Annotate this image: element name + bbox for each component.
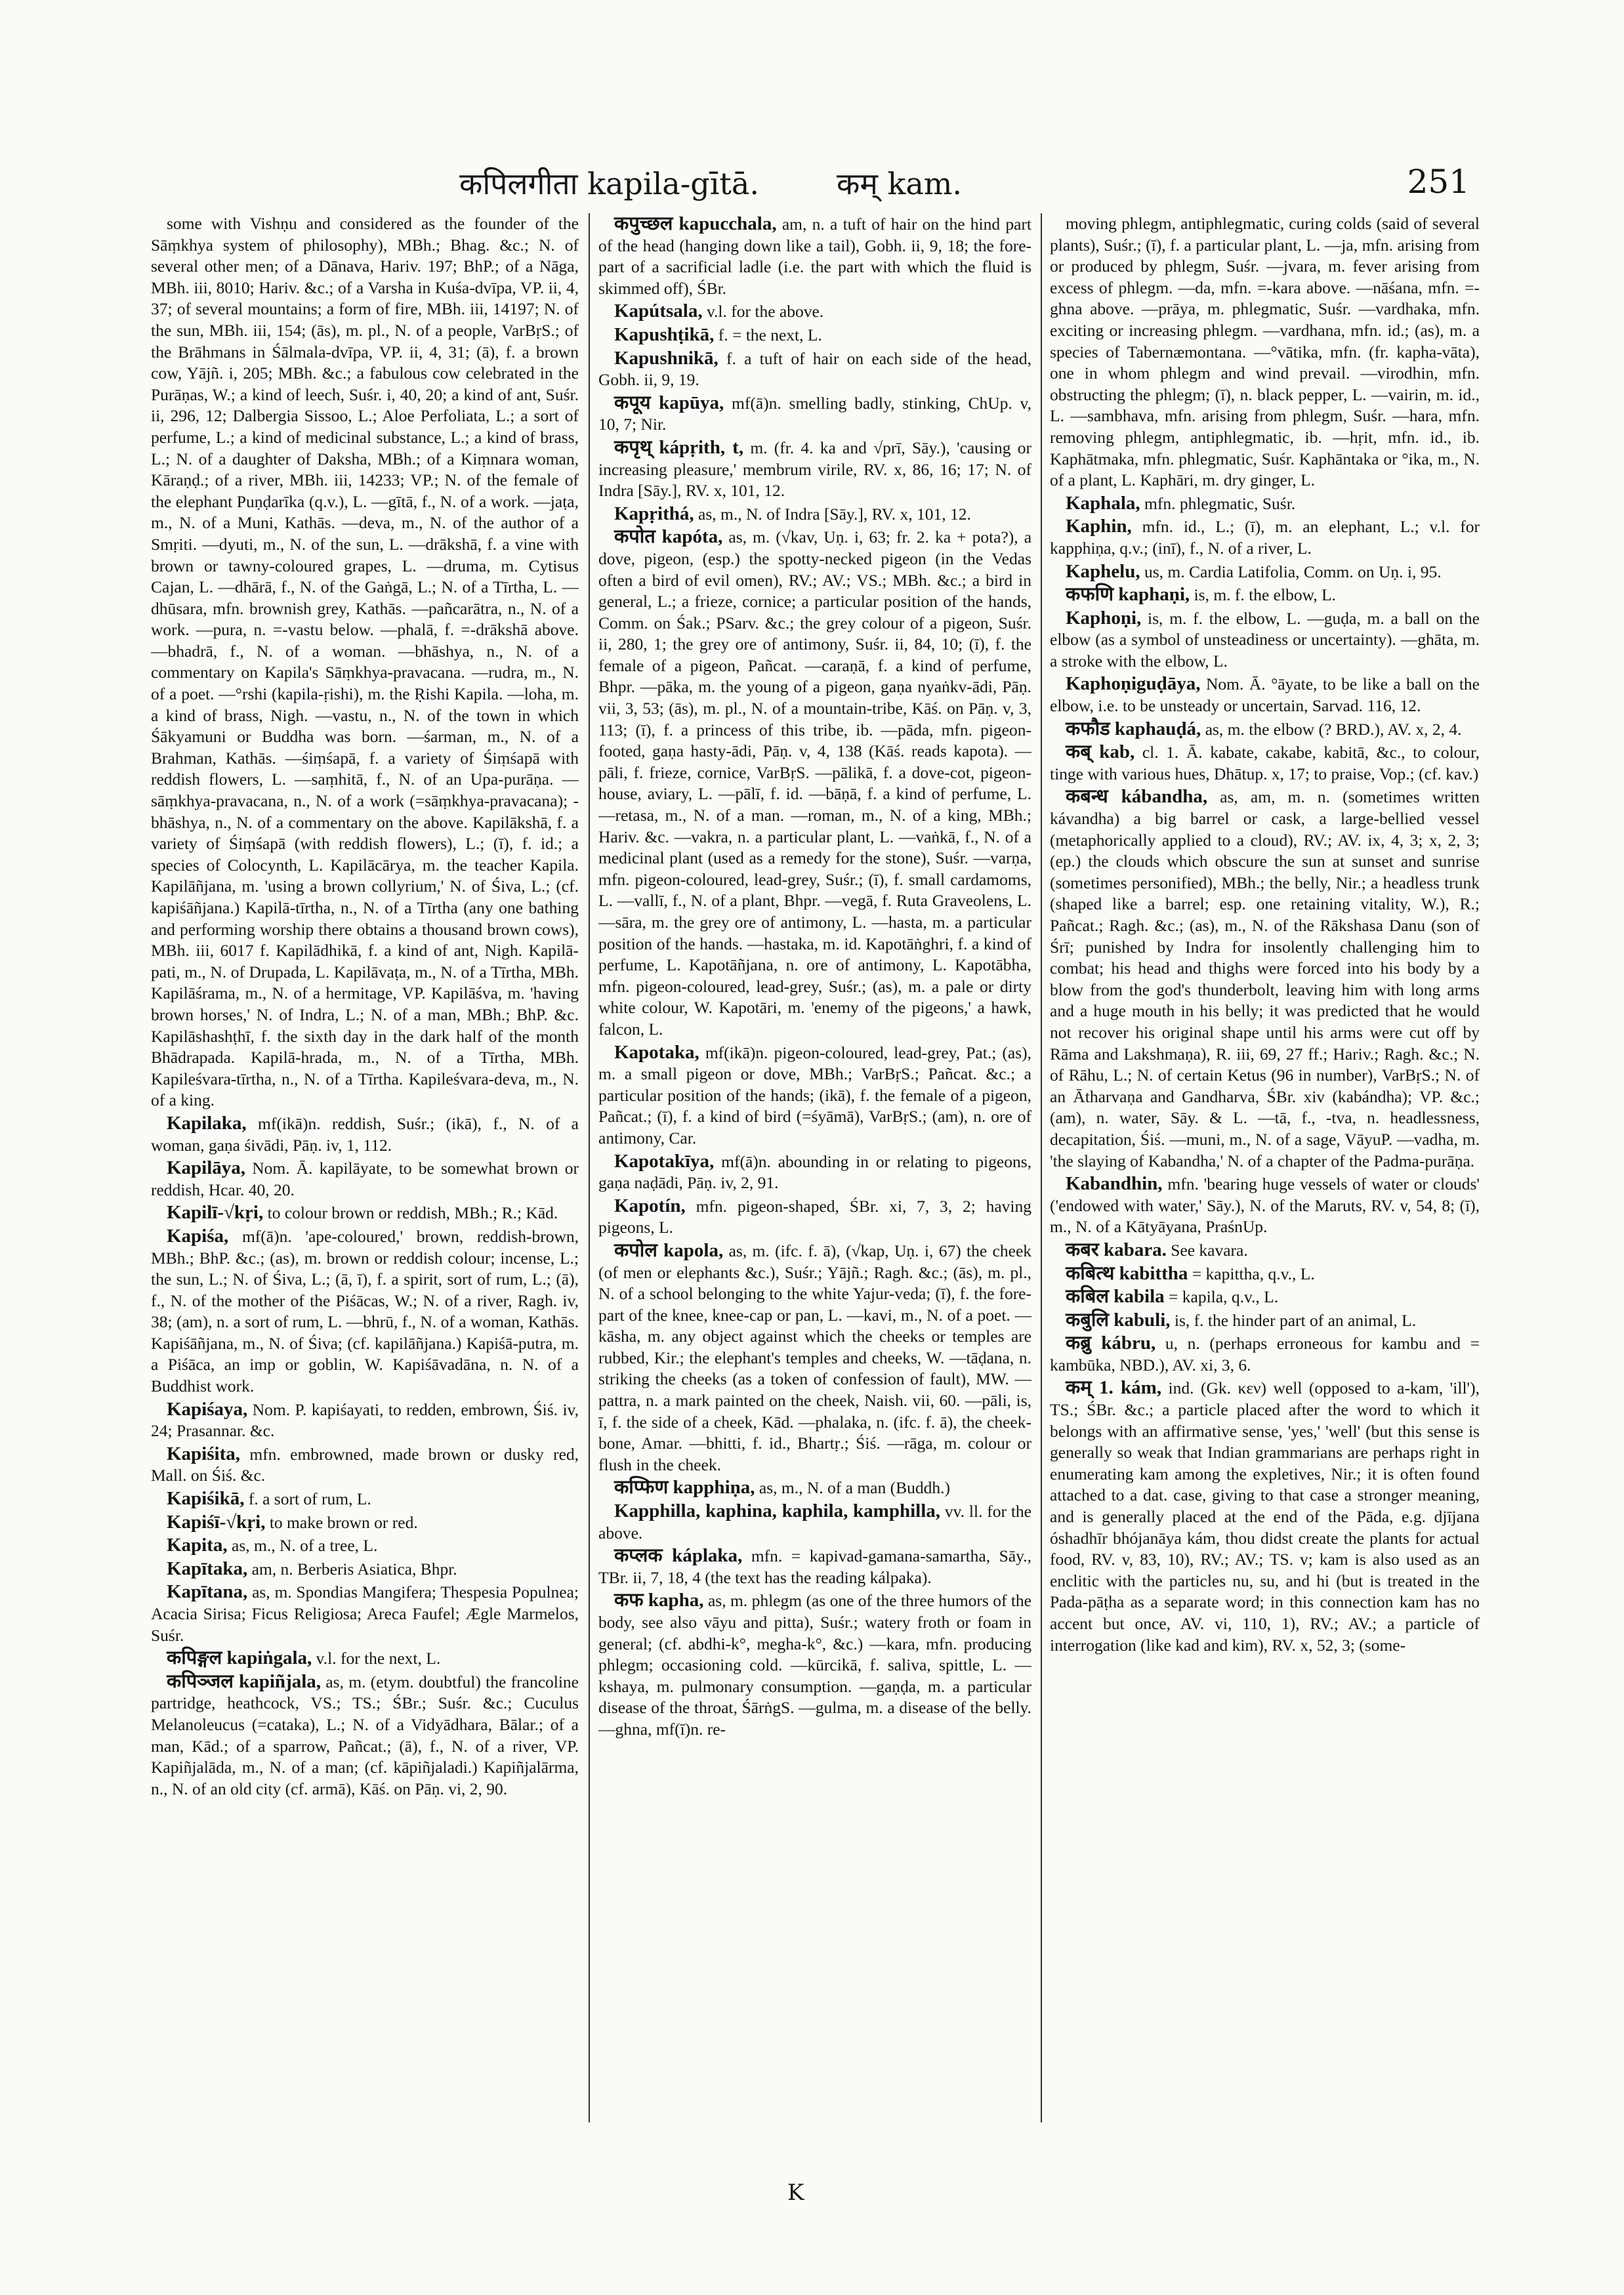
entry-definition: See kavara. (1171, 1240, 1248, 1260)
dictionary-entry (598, 348, 1031, 391)
entry-definition: as, am, m. n. (sometimes written kávandha) a big barrel or cask, a large-bellied vessel (metaphorically applied to a cloud), RV.; AV. ix, 4, 3; x, 2, 3; (ep.) the clouds which obscure the sun at sunset and sunrise (sometimes personified), MBh.; the belly, Nir.; a headless trunk (shaped like a barrel; esp. one retaining vitality, W.), R.; Pañcat.; Ragh. &c.; (as), m., N. of the Rākshasa Danu (son of Śrī; punished by Indra for insolently challenging him to combat; his head and thighs were forced into his body by a blow from the god's thunderbolt, leaving him with long arms and a huge mouth in his belly; it was predicted that he would not recover his original shape until his arms were cut off by Rāma and Lakshmaṇa), R. iii, 69, 27 ff.; Hariv.; Ragh. &c.; N. of Rāhu, L.; N. of certain Ketus (96 in number), VarBṛS.; N. of an Ātharvaṇa and Gandharva, ŚBr. xiv (kabándha); VP. &c.; (am), n. water, Sāy. & L. —tā, f., -tva, n. headlessness, decapitation, Śiś. —muni, m., N. of a sage, VāyuP. —vadha, m. 'the slaying of Kabandha,' N. of a chapter of the Padma-purāṇa. (1050, 787, 1480, 1170)
entry-headword: कम् 1. kám, (1066, 1377, 1162, 1399)
dictionary-entry (1050, 584, 1480, 606)
entry-definition: = kapila, q.v., L. (1169, 1287, 1279, 1307)
entry-headword: कफणि kaphaṇi, (1066, 584, 1190, 606)
entry-definition: us, m. Cardia Latifolia, Comm. on Uṇ. i, 95. (1144, 562, 1442, 581)
entry-definition: mfn. embrowned, made brown or dusky red, Mall. on Śiś. &c. (151, 1444, 579, 1485)
column-divider (1041, 213, 1042, 2122)
entry-definition: as, m. the elbow (? BRD.), AV. x, 2, 4. (1205, 719, 1462, 739)
dictionary-entry (151, 1512, 579, 1534)
entry-headword: कपिञ्जल kapiñjala, (167, 1670, 322, 1692)
entry-definition: is, m. f. the elbow, L. (1194, 585, 1337, 605)
entry-definition: as, m., N. of Indra [Sāy.], RV. x, 101, 12. (698, 504, 971, 524)
entry-definition: cl. 1. Ā. kabate, cakabe, kabitā, &c., to colour, tinge with various hues, Dhātup. x, 17; to praise, Vop.; (cf. kav.) (1050, 743, 1480, 783)
dictionary-entry (151, 1113, 579, 1156)
entry-definition: mfn. id., L.; (ī), m. an elephant, L.; v.l. for kapphiṇa, q.v.; (inī), f., N. of a river, L. (1050, 517, 1480, 558)
entry-definition: as, m. (etym. doubtful) the francoline partridge, heathcock, VS.; TS.; ŚBr.; Suśr. &c.; Cuculus Melanoleucus (=cataka), L.; N. of a Vidyādhara, Bālar.; of a man, Kād.; of a sparrow, Pañcat.; (ā), f., N. of a river, VP. Kapiñjalāda, m., N. of a man; (cf. kāpiñjaladi.) Kapiñjalārma, n., N. of an old city (cf. armā), Kāś. on Pāṇ. vi, 2, 90. (151, 1672, 579, 1798)
dictionary-entry (598, 1240, 1031, 1476)
dictionary-entry (598, 1042, 1031, 1149)
dictionary-entry (598, 503, 1031, 526)
entry-headword: Kapiśa, (167, 1225, 229, 1247)
entry-headword: Kapilī-√kṛi, (167, 1202, 264, 1224)
dictionary-entry (151, 1399, 579, 1442)
entry-definition: as, m. phlegm (as one of the three humors of the body, see also vāyu and pitta), Suśr.; watery froth or foam in general; (cf. abdhi-k°, megha-k°, &c.) —kara, mfn. producing phlegm; occasioning cold. —kūrcikā, f. saliva, spittle, L. —kshaya, m. pulmonary consumption. —gaṇḍa, m. a particular disease of the throat, ŚārṅgS. —gulma, m. a disease of the belly. —ghna, mf(ī)n. re- (598, 1591, 1031, 1739)
entry-definition: f. = the next, L. (718, 325, 822, 344)
entry-definition: ind. (Gk. κεν) well (opposed to a-kam, 'ill'), TS.; ŚBr. &c.; a particle placed after the word to which it belongs with an affirmative sense, 'yes,' 'well' (but this sense is generally so weak that Indian grammarians are perhaps right in enumerating kam among the expletives, Nir.; it is often found attached to a dat. case, giving to that case a stronger meaning, and is generally placed at the end of the Pāda, e.g. djījana óshadhīr bhójanāya kám, thou didst create the plants for actual food, RV. v, 83, 10), RV.; AV.; TS. v; kam is also used as an enclitic with the particles nu, su, and hi (but is treated in the Pada-pāṭha as a separate word; in this connection kam has no accent but once, AV. vi, 110, 1), RV.; AV.; a particle of interrogation (like kad and kim), RV. x, 52, 3; (some- (1050, 1378, 1480, 1655)
dictionary-entry (1050, 1286, 1480, 1308)
entry-headword: कबित्थ kabittha (1066, 1262, 1188, 1284)
entry-headword: Kapiśikā, (167, 1488, 245, 1510)
signature-mark: K (787, 2180, 804, 2206)
entry-definition: = kapittha, q.v., L. (1192, 1264, 1315, 1283)
entry-definition: u, n. (perhaps erroneous for kambu and = kambūka, NBD.), AV. xi, 3, 6. (1050, 1334, 1480, 1375)
entry-headword: Kapphilla, kaphina, kaphila, kamphilla, (614, 1500, 941, 1522)
entry-headword: कपिङ्गल kapiṅgala, (167, 1647, 312, 1669)
entry-headword: Kapilāya, (167, 1157, 246, 1179)
entry-headword: कप्लक káplaka, (614, 1545, 743, 1567)
page-number: 251 (1407, 163, 1470, 201)
dictionary-entry (598, 213, 1031, 299)
entry-definition: Nom. P. kapiśayati, to redden, embrown, Śiś. iv, 24; Prasannar. &c. (151, 1399, 579, 1441)
entry-definition: mfn. 'bearing huge vessels of water or clouds' ('endowed with water,' Sāy.), N. of the Maruts, RV. v, 54, 8; (ī), m., N. of a Kātyāyana, PraśnUp. (1050, 1174, 1480, 1237)
entry-definition: v.l. for the above. (706, 302, 824, 321)
page-header (151, 157, 1470, 203)
dictionary-entry (1050, 1239, 1480, 1262)
dictionary-entry (1050, 1263, 1480, 1285)
column-2 (598, 213, 1031, 2172)
entry-definition: moving phlegm, antiphlegmatic, curing colds (said of several plants), Suśr.; (ī), f. a particular plant, L. —ja, mfn. arising from or produced by phlegm, Suśr. —jvara, m. fever arising from excess of phlegm. —da, mfn. =-kara above. —nāśana, mfn. =-ghna above. —prāya, m. phlegmatic, Suśr. —vardhaka, mfn. exciting or increasing phlegm. —vardhana, mfn. id.; (as), m. a species of Tabernæmontana. —°vātika, mfn. (fr. kapha-vāta), one in whom phlegm and wind prevail. —virodhin, mfn. obstructing the phlegm; (ī), n. black pepper, L. —vairin, m. id., L. —sambhava, mfn. arising from phlegm, Suśr. —hara, mfn. removing phlegm, antiphlegmatic, ib. —hṛit, mfn. id., ib. Kaphātmaka, mfn. phlegmatic, Suśr. Kaphāntaka or °ika, m., N. of a plant, L. Kaphāri, m. dry ginger, L. (1050, 214, 1480, 490)
dictionary-entry (1050, 1173, 1480, 1238)
dictionary-entry (151, 1443, 579, 1487)
entry-definition: mfn. pigeon-shaped, ŚBr. xi, 7, 3, 2; having pigeons, L. (598, 1196, 1031, 1237)
entry-headword: कपुच्छल kapucchala, (614, 213, 777, 234)
entry-definition: Nom. Ā. kapilāyate, to be somewhat brown or reddish, Hcar. 40, 20. (151, 1159, 579, 1199)
dictionary-entry (1050, 608, 1480, 672)
entry-definition: as, m. (ifc. f. ā), (√kap, Uṇ. i, 67) the cheek (of men or elephants &c.), Suśr.; Yājñ.; Ragh. &c.; (ās), m. pl., N. of a school belonging to the white Yajur-veda; (ī), f. the fore-part of the knee, knee-cap or pan, L. —kavi, m., N. of a poet. —kāsha, m. any object against which the cheeks or temples are rubbed, Kir.; the elephant's temples and cheeks, W. —tāḍana, n. striking the cheeks (as a token of confession of fault), MW. —pattra, n. a mark painted on the cheek, Naish. vii, 60. —pāli, is, ī, f. the side of a cheek, Kād. —phalaka, n. (ifc. f. ā), the cheek-bone, Amar. —bhitti, f. id., Bhartṛ.; Śiś. —rāga, m. colour or flush in the cheek. (598, 1241, 1031, 1474)
entry-definition: as, m. Spondias Mangifera; Thespesia Populnea; Acacia Sirisa; Ficus Religiosa; Areca Faufel; Ægle Marmelos, Suśr. (151, 1582, 579, 1645)
dictionary-entry (1050, 213, 1480, 491)
dictionary-entry (598, 437, 1031, 502)
entry-definition: f. a tuft of hair on each side of the head, Gobh. ii, 9, 19. (598, 348, 1031, 390)
dictionary-entry (598, 1195, 1031, 1239)
dictionary-entry (598, 324, 1031, 346)
dictionary-entry (1050, 493, 1480, 515)
dictionary-entry (151, 1581, 579, 1646)
entry-headword: कबुलि kabuli, (1066, 1309, 1171, 1331)
entry-headword: Kapilaka, (167, 1112, 247, 1134)
entry-headword: Kapushnikā, (614, 347, 718, 369)
entry-headword: Kapita, (167, 1535, 228, 1556)
entry-headword: Kapiśī-√kṛi, (167, 1511, 266, 1533)
column-3 (1050, 213, 1480, 2172)
entry-definition: to make brown or red. (269, 1512, 418, 1532)
entry-headword: कफ kapha, (614, 1590, 704, 1611)
entry-definition: as, m., N. of a tree, L. (232, 1536, 378, 1556)
column-divider (589, 213, 590, 2122)
running-head-middle: कम् kam. (837, 166, 962, 201)
dictionary-entry (598, 1545, 1031, 1588)
entry-headword: Kapotakīya, (614, 1150, 715, 1172)
entry-headword: कब् kab, (1066, 741, 1135, 763)
entry-headword: Kapotín, (614, 1195, 686, 1216)
entry-headword: कपृथ् kápṛith, t, (614, 436, 744, 458)
entry-definition: to colour brown or reddish, MBh.; R.; Kād. (267, 1203, 558, 1223)
entry-headword: कबन्ध kábandha, (1066, 786, 1208, 808)
entry-definition: Nom. Ā. °āyate, to be like a ball on the elbow, i.e. to be unsteady or uncertain, Sarvad. 116, 12. (1050, 674, 1480, 716)
dictionary-entry (1050, 1377, 1480, 1656)
entry-definition: mf(ā)n. abounding in or relating to pigeons, gaṇa naḍādi, Pāṇ. iv, 2, 91. (598, 1151, 1031, 1193)
dictionary-entry (151, 1202, 579, 1224)
dictionary-entry (1050, 718, 1480, 741)
entry-headword: कप्फिण kapphiṇa, (614, 1477, 755, 1499)
dictionary-entry (151, 1157, 579, 1201)
entry-headword: Kapiśaya, (167, 1398, 248, 1420)
entry-headword: Kapṛithá, (614, 503, 694, 524)
dictionary-entry (151, 1535, 579, 1557)
dictionary-entry (1050, 516, 1480, 559)
entry-headword: कबर kabara. (1066, 1239, 1167, 1260)
entry-headword: Kapútsala, (614, 300, 703, 322)
dictionary-entry (1050, 786, 1480, 1172)
dictionary-entry (598, 1477, 1031, 1499)
entry-definition: v.l. for the next, L. (316, 1649, 441, 1668)
dictionary-entry (151, 1558, 579, 1581)
dictionary-entry (598, 1590, 1031, 1740)
running-head-left: कपिलगीता kapila-gītā. (459, 166, 759, 201)
entry-definition: is, f. the hinder part of an animal, L. (1174, 1310, 1417, 1330)
entry-headword: Kaphoṇi, (1066, 607, 1142, 629)
entry-headword: Kapītana, (167, 1581, 248, 1603)
dictionary-entry (151, 1671, 579, 1800)
entry-definition: mf(ikā)n. pigeon-coloured, lead-grey, Pat.; (as), m. a small pigeon or dove, MBh.; VarBṛS.; Pañcat. &c.; a particular position of the hands; (ikā), f. the female of a pigeon, Pañcat.; (ī), f. a kind of bird (=śyāmā), VarBṛS.; (am), n. ore of antimony, Car. (598, 1043, 1031, 1148)
entry-definition: as, m., N. of a man (Buddh.) (759, 1478, 950, 1498)
entry-definition: as, m. (√kav, Uṇ. i, 63; fr. 2. ka + pota?), a dove, pigeon, (esp.) the spotty-necked pigeon (in the Vedas often a bird of evil omen), RV.; AV.; VS.; MBh. &c.; a bird in general, L.; a frieze, cornice; a particular position of the hands, Comm. on Śak.; PSarv. &c.; the grey colour of a pigeon, Suśr. ii, 280, 1; the grey ore of antimony, Suśr. ii, 84, 10; (ī), f. the female of a pigeon, Pañcat. —caraṇā, f. a kind of perfume, Bhpr. —pāka, m. the young of a pigeon, gaṇa nyaṅkv-ādi, Pāṇ. vii, 3, 53; (ās), m. pl., N. of a mountain-tribe, Kāś. on Pāṇ. v, 3, 113; (ī), f. a princess of this tribe, ib. —pāda, mfn. pigeon-footed, gaṇa hasty-ādi, Pāṇ. v, 4, 138 (Kāś. reads kapota). —pāli, f. frieze, cornice, VarBṛS. —pālikā, f. a dove-cot, pigeon-house, aviary, L. —pālī, f. id. —bāṇā, f. a kind of perfume, L. —retasa, m., N. of a man. —roman, m., N. of a king, MBh.; Hariv. &c. —vakra, n. a particular plant, L. —vaṅkā, f., N. of a medicinal plant (used as a remedy for the stone), Suśr. —varṇa, mfn. pigeon-coloured, lead-grey, Suśr.; (ī), f. small cardamoms, L. —vallī, f., N. of a plant, Bhpr. —vegā, f. Ruta Graveolens, L. —sāra, m. the grey ore of antimony, L. —hasta, m. a particular position of the hands. —hastaka, m. id. Kapotāṅghri, f. a kind of perfume, L. Kapotāñjana, n. ore of antimony, L. Kapotābha, mfn. pigeon-coloured, lead-grey, Suśr.; (as), m. a pale or dirty white colour, W. Kapotāri, m. 'enemy of the pigeons,' a hawk, falcon, L. (598, 527, 1031, 1039)
entry-headword: Kaphin, (1066, 516, 1132, 537)
dictionary-entry (1050, 561, 1480, 583)
dictionary-entry (1050, 673, 1480, 716)
entry-headword: Kaphoṇiguḍāya, (1066, 673, 1201, 695)
entry-headword: कबिल kabila (1066, 1286, 1165, 1308)
dictionary-entry (598, 300, 1031, 323)
entry-headword: Kaphala, (1066, 492, 1140, 514)
entry-definition: is, m. f. the elbow, L. —guḍa, m. a ball on the elbow (as a symbol of unsteadiness or uncertainty). —ghāta, m. a stroke with the elbow, L. (1050, 608, 1480, 671)
entry-headword: Kapītaka, (167, 1558, 248, 1579)
entry-headword: कफौड kaphauḍá, (1066, 718, 1201, 739)
entry-definition: f. a sort of rum, L. (248, 1489, 371, 1509)
dictionary-entry (151, 1647, 579, 1670)
dictionary-entry (598, 1151, 1031, 1194)
entry-definition: mf(ā)n. 'ape-coloured,' brown, reddish-brown, MBh.; BhP. &c.; (as), m. brown or reddish colour; incense, L.; the sun, L.; N. of Śiva, L.; (ā, ī), f. a spirit, sort of rum, L.; (ā), f., N. of the mother of the Piśācas, W.; N. of a river, Ragh. iv, 38; (am), n. a sort of rum, L. —bhrū, f., N. of a woman, Kathās. Kapiśāñjana, m., N. of Śiva; (cf. kapilāñjana.) Kapiśā-putra, m. a Piśāca, an imp or goblin, W. Kapiśāvadāna, n. N. of a Buddhist work. (151, 1226, 579, 1396)
entry-definition: mf(ikā)n. reddish, Suśr.; (ikā), f., N. of a woman, gaṇa śivādi, Pāṇ. iv, 1, 112. (151, 1113, 579, 1155)
entry-headword: कपोत kapóta, (614, 526, 723, 548)
entry-headword: Kapushṭikā, (614, 323, 715, 345)
entry-definition: am, n. Berberis Asiatica, Bhpr. (251, 1559, 457, 1579)
entry-definition: m. (fr. 4. ka and √prī, Sāy.), 'causing or increasing pleasure,' membrum virile, RV. x, 86, 16; 17; N. of Indra [Sāy.], RV. x, 101, 12. (598, 438, 1031, 501)
dictionary-entry (1050, 741, 1480, 785)
entry-headword: Kapotaka, (614, 1041, 699, 1063)
entry-definition: mf(ā)n. smelling badly, stinking, ChUp. v, 10, 7; Nir. (598, 393, 1031, 434)
entry-headword: कपूय kapūya, (614, 392, 724, 413)
dictionary-entry (598, 526, 1031, 1040)
entry-definition: am, n. a tuft of hair on the hind part of the head (hanging down like a tail), Gobh. ii, 9, 18; the fore-part of a sacrificial ladle (i.e. the part with which the fluid is skimmed off), ŚBr. (598, 215, 1031, 298)
entry-headword: Kaphelu, (1066, 560, 1140, 582)
entry-definition: some with Vishṇu and considered as the founder of the Sāṃkhya system of philosophy), MBh.; Bhag. &c.; N. of several other men; of a Dānava, Hariv. 197; BhP.; of a Nāga, MBh. iii, 8010; Hariv. &c.; of a Varsha in Kuśa-dvīpa, VP. ii, 4, 37; of several mountains; a form of fire, MBh. iii, 14197; N. of the sun, MBh. iii, 154; (ās), m. pl., N. of a people, VarBṛS.; of the Brāhmans in Śālmala-dvīpa, VP. ii, 4, 31; (ā), f. a brown cow, Yājñ. i, 205; MBh. &c.; a fabulous cow celebrated in the Purāṇas, W.; a kind of leech, Suśr. i, 40, 20; a kind of ant, Suśr. ii, 296, 12; Dalbergia Sissoo, L.; Aloe Perfoliata, L.; a sort of perfume, L.; a kind of medicinal substance, L.; a kind of brass, L.; N. of a daughter of Daksha, MBh.; of a Kiṃnara woman, Kāraṇḍ.; of a river, MBh. iii, 14233; VP.; N. of the female of the elephant Puṇḍarīka (q.v.), L. —gītā, f., N. of a work. —jaṭa, m., N. of a Muni, Kathās. —deva, m., N. of the author of a Smṛiti. —dyuti, m., N. of the sun, L. —drākshā, f. a vine with brown or tawny-coloured grapes, L. —druma, m. Cytisus Cajan, L. —dhārā, f., N. of the Gaṅgā, L.; N. of a Tīrtha, L. —dhūsara, mfn. brownish grey, Kathās. —pañcarātra, n., N. of a work. —pura, n. =-vastu below. —phalā, f. =-drākshā above. —bhadrā, f., N. of a woman. —bhāshya, n., N. of a commentary on Kapila's Sāṃkhya-pravacana. —rudra, m., N. of a poet. —°rshi (kapila-ṛishi), m. the Ṛishi Kapila. —loha, m. a kind of brass, Nigh. —vastu, n., N. of the town in which Śākyamuni or Buddha was born. —śarman, m., N. of a Brahman, Kathās. —śiṃśapā, f. a variety of Śiṃśapā with reddish flowers, L. —saṃhitā, f., N. of an Upa-purāṇa. —sāṃkhya-pravacana, n., N. of a work (=sāṃkhya-pravacana); -bhāshya, n., N. of a commentary on the above. Kapilākshā, f. a variety of Śiṃśapā (with reddish flowers), L.; (ī), f. id.; a species of Colocynth, L. Kapilācārya, m. the teacher Kapila. Kapilāñjana, m. 'using a brown collyrium,' N. of Śiva, L.; (cf. kapiśāñjana.) Kapilā-tīrtha, n., N. of a Tīrtha (any one bathing and performing worship there obtains a thousand brown cows), MBh. iii, 6017 f. Kapilādhikā, f. a kind of ant, Nigh. Kapilā-pati, m., N. of Drupada, L. Kapilāvaṭa, m., N. of a Tīrtha, MBh. Kapilāśrama, m., N. of a hermitage, VP. Kapilāśva, m. 'having brown horses,' N. of Indra, L.; N. of a man, MBh.; BhP. &c. Kapilāshashṭhī, f. the sixth day in the dark half of the month Bhādrapada. Kapilā-hrada, m., N. of a Tīrtha, MBh. Kapileśvara-tīrtha, n., N. of a Tīrtha. Kapileśvara-deva, m., N. of a king. (151, 214, 579, 1110)
dictionary-entry (1050, 1333, 1480, 1376)
entry-headword: कब्रु kábru, (1066, 1333, 1156, 1354)
dictionary-entry (598, 392, 1031, 436)
entry-definition: vv. ll. for the above. (598, 1502, 1031, 1542)
entry-headword: कपोल kapola, (614, 1239, 724, 1261)
entry-headword: Kapiśita, (167, 1443, 240, 1464)
column-1 (151, 213, 579, 2172)
dictionary-entry (151, 213, 579, 1111)
entry-definition: mfn. = kapivad-gamana-samartha, Sāy., TBr. ii, 7, 18, 4 (the text has the reading kálpaka). (598, 1546, 1031, 1587)
dictionary-entry (598, 1500, 1031, 1544)
entry-definition: mfn. phlegmatic, Suśr. (1144, 493, 1296, 513)
entry-headword: Kabandhin, (1066, 1173, 1163, 1195)
dictionary-entry (151, 1488, 579, 1510)
dictionary-entry (1050, 1310, 1480, 1332)
dictionary-entry (151, 1226, 579, 1397)
